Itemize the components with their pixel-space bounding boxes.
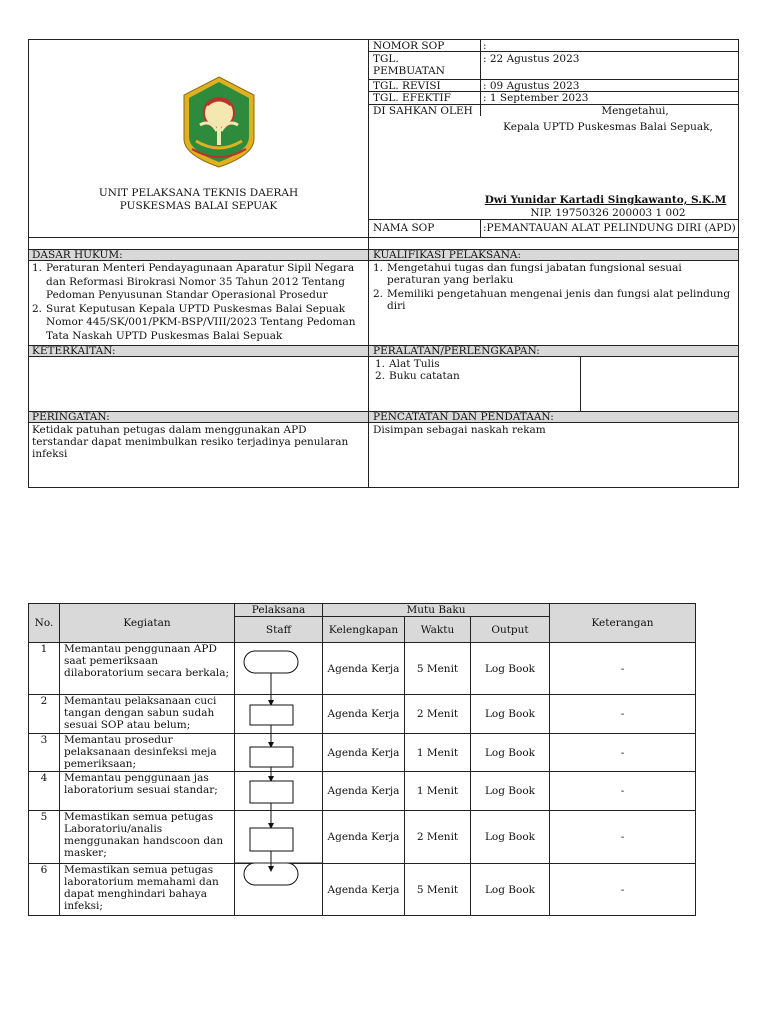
row-output: Log Book <box>484 708 536 720</box>
kepala-text: Kepala UPTD Puskesmas Balai Sepuak, <box>503 121 713 133</box>
row-keterangan: - <box>620 662 625 675</box>
list-item: 2. Memiliki pengetahuan mengenai jenis dan fungsi alat pelindung diri <box>373 288 731 312</box>
keterkaitan-title: KETERKAITAN: <box>32 345 116 357</box>
row-kegiatan: Memantau pelaksanaan cuci tangan dengan sabun sudah sesuai SOP atau belum; <box>64 695 217 731</box>
header-pelaksana: Pelaksana <box>251 604 306 616</box>
row-waktu: 5 Menit <box>416 883 459 896</box>
pencatatan-title: PENCATATAN DAN PENDATAAN: <box>373 411 554 423</box>
signer-name: Dwi Yunidar Kartadi Singkawanto, S.K.M <box>484 194 727 206</box>
header-no: No. <box>34 617 54 629</box>
row-keterangan: - <box>620 883 625 896</box>
row-keterangan: - <box>620 831 625 843</box>
row-no: 5 <box>40 811 48 823</box>
row-waktu: 1 Menit <box>416 785 459 797</box>
mengetahui-text: Mengetahui, <box>601 105 669 117</box>
header-output: Output <box>491 623 529 636</box>
row-waktu: 2 Menit <box>416 831 459 843</box>
header-keterangan: Keterangan <box>591 617 654 629</box>
list-item: 1. Peraturan Menteri Pendayagunaan Aparatur Sipil Negara dan Reformasi Birokrasi Nomor 35 Tahun 2012 Tentang Pedoman Penyusunan Standar Operasional Prosedur <box>32 262 355 302</box>
tgl-pembuatan-value: : 22 Agustus 2023 <box>483 53 580 65</box>
row-kegiatan: Memastikan semua petugas Laboratoriu/analis menggunakan handscoon dan masker; <box>64 811 224 859</box>
row-keterangan: - <box>620 708 625 720</box>
org-line-1: UNIT PELAKSANA TEKNIS DAERAH <box>98 187 299 199</box>
header-staff: Staff <box>265 623 292 636</box>
list-item: 2. Surat Keputusan Kepala UPTD Puskesmas Balai Sepuak Nomor 445/SK/001/PKM-BSP/VIII/2023 Tentang Pedoman Tata Naskah UPTD Puskesmas Balai Sepuak <box>32 302 356 342</box>
list-item: 1. Alat Tulis <box>375 358 440 370</box>
nama-sop-value: :PEMANTAUAN ALAT PELINDUNG DIRI (APD) <box>483 222 736 234</box>
row-kelengkapan: Agenda Kerja <box>327 883 400 896</box>
row-kegiatan: Memantau penggunaan jas laboratorium sesuai standar; <box>64 772 218 796</box>
nomor-sop-value: : <box>483 40 487 52</box>
tgl-efektif-label: TGL. EFEKTIF <box>373 92 451 104</box>
row-kegiatan: Memantau prosedur pelaksanaan desinfeksi meja pemeriksaan; <box>64 734 217 770</box>
row-output: Log Book <box>484 662 536 675</box>
row-output: Log Book <box>484 746 536 759</box>
row-no: 1 <box>40 643 48 655</box>
row-kelengkapan: Agenda Kerja <box>327 831 400 843</box>
row-output: Log Book <box>484 785 536 797</box>
list-item: 1. Mengetahui tugas dan fungsi jabatan fungsional sesuai peraturan yang berlaku <box>373 262 682 286</box>
row-waktu: 5 Menit <box>416 662 459 675</box>
row-keterangan: - <box>620 785 625 797</box>
sop-header-table <box>28 39 739 488</box>
peralatan-list <box>373 358 573 382</box>
row-no: 6 <box>40 864 48 876</box>
tgl-efektif-value: : 1 September 2023 <box>483 92 589 104</box>
peringatan-title: PERINGATAN: <box>32 411 110 423</box>
org-line-2: PUSKESMAS BALAI SEPUAK <box>119 200 278 212</box>
terminator-start-shape <box>244 651 298 673</box>
row-kegiatan: Memastikan semua petugas laboratorium memahami dan dapat menghindari bahaya infeksi; <box>64 864 219 912</box>
dasar-hukum-title: DASAR HUKUM: <box>32 249 123 261</box>
header-waktu: Waktu <box>420 623 455 636</box>
row-no: 3 <box>40 734 48 746</box>
dasar-hukum-list <box>30 262 364 345</box>
disahkan-label: DI SAHKAN OLEH <box>373 105 473 117</box>
process-shape <box>250 828 293 851</box>
row-kelengkapan: Agenda Kerja <box>327 662 400 675</box>
row-output: Log Book <box>484 883 536 896</box>
nama-sop-label: NAMA SOP <box>373 222 435 234</box>
row-kelengkapan: Agenda Kerja <box>327 746 400 759</box>
tgl-pembuatan-label: TGL. PEMBUATAN <box>373 53 445 77</box>
tgl-revisi-value: : 09 Agustus 2023 <box>483 80 580 92</box>
tgl-revisi-label: TGL. REVISI <box>373 80 441 92</box>
flowchart-diagram <box>28 603 696 916</box>
process-shape <box>250 705 293 725</box>
row-waktu: 2 Menit <box>416 708 459 720</box>
list-item: 2. Buku catatan <box>375 370 460 382</box>
process-shape <box>250 781 293 803</box>
process-shape <box>250 747 293 767</box>
nomor-sop-label: NOMOR SOP <box>373 40 445 52</box>
peralatan-title: PERALATAN/PERLENGKAPAN: <box>373 345 540 357</box>
row-kelengkapan: Agenda Kerja <box>327 785 400 797</box>
header-kelengkapan: Kelengkapan <box>328 623 399 636</box>
row-kelengkapan: Agenda Kerja <box>327 708 400 720</box>
row-no: 4 <box>40 772 48 784</box>
kualifikasi-list <box>371 262 737 345</box>
pencatatan-text: Disimpan sebagai naskah rekam <box>373 424 546 436</box>
header-mutu-baku: Mutu Baku <box>406 604 466 616</box>
row-waktu: 1 Menit <box>416 746 459 759</box>
flowchart-table <box>28 603 696 916</box>
row-keterangan: - <box>620 746 625 759</box>
row-no: 2 <box>40 695 48 707</box>
signer-nip: NIP. 19750326 200003 1 002 <box>530 207 686 219</box>
kualifikasi-title: KUALIFIKASI PELAKSANA: <box>373 249 522 261</box>
header-kegiatan: Kegiatan <box>123 617 171 629</box>
row-kegiatan: Memantau penggunaan APD saat pemeriksaan dilaboratorium secara berkala; <box>64 643 230 679</box>
puskesmas-logo <box>180 75 258 169</box>
peringatan-text: Ketidak patuhan petugas dalam menggunakan APD terstandar dapat menimbulkan resiko terjadinya penularan infeksi <box>32 424 349 460</box>
row-output: Log Book <box>484 831 536 843</box>
